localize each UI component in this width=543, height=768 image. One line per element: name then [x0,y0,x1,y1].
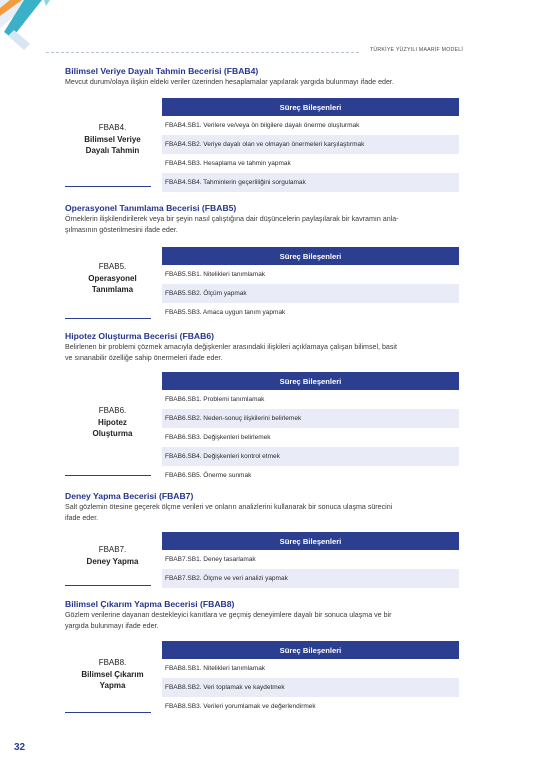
skill-section-fbab5 [65,203,459,236]
skill-label [65,261,160,296]
table-row: FBAB5.SB1. Nitelikleri tanımlamak [165,271,266,278]
section-description: Örneklerin ilişkilendirilerek veya bir şeyin nasıl çalıştığına dair düşüncelerin paylaşılarak bir kavramın anla- [65,215,399,223]
process-components-table [162,98,459,192]
table-row: FBAB8.SB3. Verileri yorumlamak ve değerlendirmek [165,703,316,710]
section-title: Bilimsel Veriye Dayalı Tahmin Becerisi (FBAB4) [65,66,259,76]
table-row: FBAB4.SB2. Veriye dayalı olan ve olmayan önermeleri karşılaştırmak [162,135,459,154]
table-row: FBAB6.SB1. Problemi tanımlamak [165,396,265,403]
skill-name: Deney Yapma [86,556,139,566]
skill-name: Bilimsel Veriye [84,134,141,144]
skill-name: Yapma [99,681,126,690]
skill-underline [65,585,151,586]
table-row: FBAB7.SB2. Ölçme ve veri analizi yapmak [162,569,459,588]
process-components-table [162,641,459,716]
section-title: Deney Yapma Becerisi (FBAB7) [65,491,194,501]
table-row: FBAB5.SB2. Ölçüm yapmak [162,284,459,303]
skill-section-fbab8 [65,599,459,632]
skill-code: FBAB8. [98,658,127,667]
section-description: ifade eder. [65,513,99,522]
table-heading: Süreç Bileşenleri [162,372,459,390]
process-components-table [162,372,459,485]
table-row: FBAB5.SB3. Amaca uygun tanım yapmak [165,309,286,316]
process-components-table [162,247,459,322]
skill-underline [65,186,151,187]
table-row: FBAB6.SB3. Değişkenleri belirlemek [165,434,271,441]
skill-name: Dayalı Tahmin [85,146,140,155]
skill-label [65,657,160,692]
table-row: FBAB4.SB1. Verilere ve/veya ön bilgilere dayalı önerme oluşturmak [165,122,360,129]
skill-section-fbab6 [65,331,459,364]
header-title: TÜRKİYE YÜZYILI MAARİF MODELİ [370,47,464,53]
corner-decoration [0,0,60,52]
header-divider [46,52,359,53]
skill-underline [65,712,151,713]
section-description: Salt gözlemin ötesine geçerek ölçme verileri ve onların analizlerini kullanarak bir sonuca ulaşma sürecini [65,503,393,511]
section-title: Bilimsel Çıkarım Yapma Becerisi (FBAB8) [65,599,235,609]
table-row: FBAB8.SB1. Nitelikleri tanımlamak [165,665,266,672]
skill-name: Hipotez [98,417,127,427]
skill-label [65,122,160,157]
skill-code: FBAB4. [98,123,127,132]
skill-underline [65,318,151,319]
skill-label [65,544,160,567]
table-row: FBAB4.SB3. Hesaplama ve tahmin yapmak [165,160,291,167]
skill-name: Tanımlama [91,285,134,294]
table-row: FBAB4.SB4. Tahminlerin geçerliliğini sorgulamak [162,173,459,192]
table-heading: Süreç Bileşenleri [162,247,459,265]
table-heading: Süreç Bileşenleri [162,641,459,659]
table-row: FBAB8.SB2. Veri toplamak ve kaydetmek [162,678,459,697]
section-title: Hipotez Oluşturma Becerisi (FBAB6) [65,331,214,341]
section-description: Belirlenen bir problemi çözmek amacıyla değişkenler arasındaki ilişkileri açıklamaya çalışan bilimsel, basit [65,343,397,351]
skill-code: FBAB6. [98,406,127,415]
skill-label [65,405,160,440]
table-row: FBAB7.SB1. Deney tasarlamak [165,556,256,563]
table-row: FBAB6.SB4. Değişkenleri kontrol etmek [162,447,459,466]
table-heading: Süreç Bileşenleri [162,98,459,116]
page-number: 32 [14,742,26,753]
section-description: Mevcut durum/olaya ilişkin eldeki veriler üzerinden hesaplamalar yapılarak yargıda bulunmayı ifade eder. [65,78,394,86]
section-title: Operasyonel Tanımlama Becerisi (FBAB5) [65,203,237,213]
table-heading: Süreç Bileşenleri [162,532,459,550]
section-description: ve sınanabilir özelliğe sahip önermeleri ifade eder. [65,353,223,362]
table-row: FBAB6.SB2. Neden-sonuç ilişkilerini belirlemek [162,409,459,428]
skill-name: Bilimsel Çıkarım [81,669,144,679]
section-description: yargıda bulunmayı ifade eder. [65,621,159,630]
process-components-table [162,532,459,588]
section-description: Gözlem verilerine dayanan destekleyici kanıtlara ve geçmiş deneyimlere dayalı bir sonuca ulaşma ve bir [65,611,392,619]
skill-code: FBAB5. [98,262,127,271]
skill-name: Oluşturma [92,429,133,438]
skill-code: FBAB7. [98,545,127,554]
skill-name: Operasyonel [88,273,137,283]
skill-section-fbab7 [65,491,459,524]
skill-section-fbab4 [65,66,459,88]
skill-underline [65,475,151,476]
table-row: FBAB6.SB5. Önerme sunmak [165,472,252,479]
section-description: şılmasının gösterilmesini ifade eder. [65,225,178,234]
